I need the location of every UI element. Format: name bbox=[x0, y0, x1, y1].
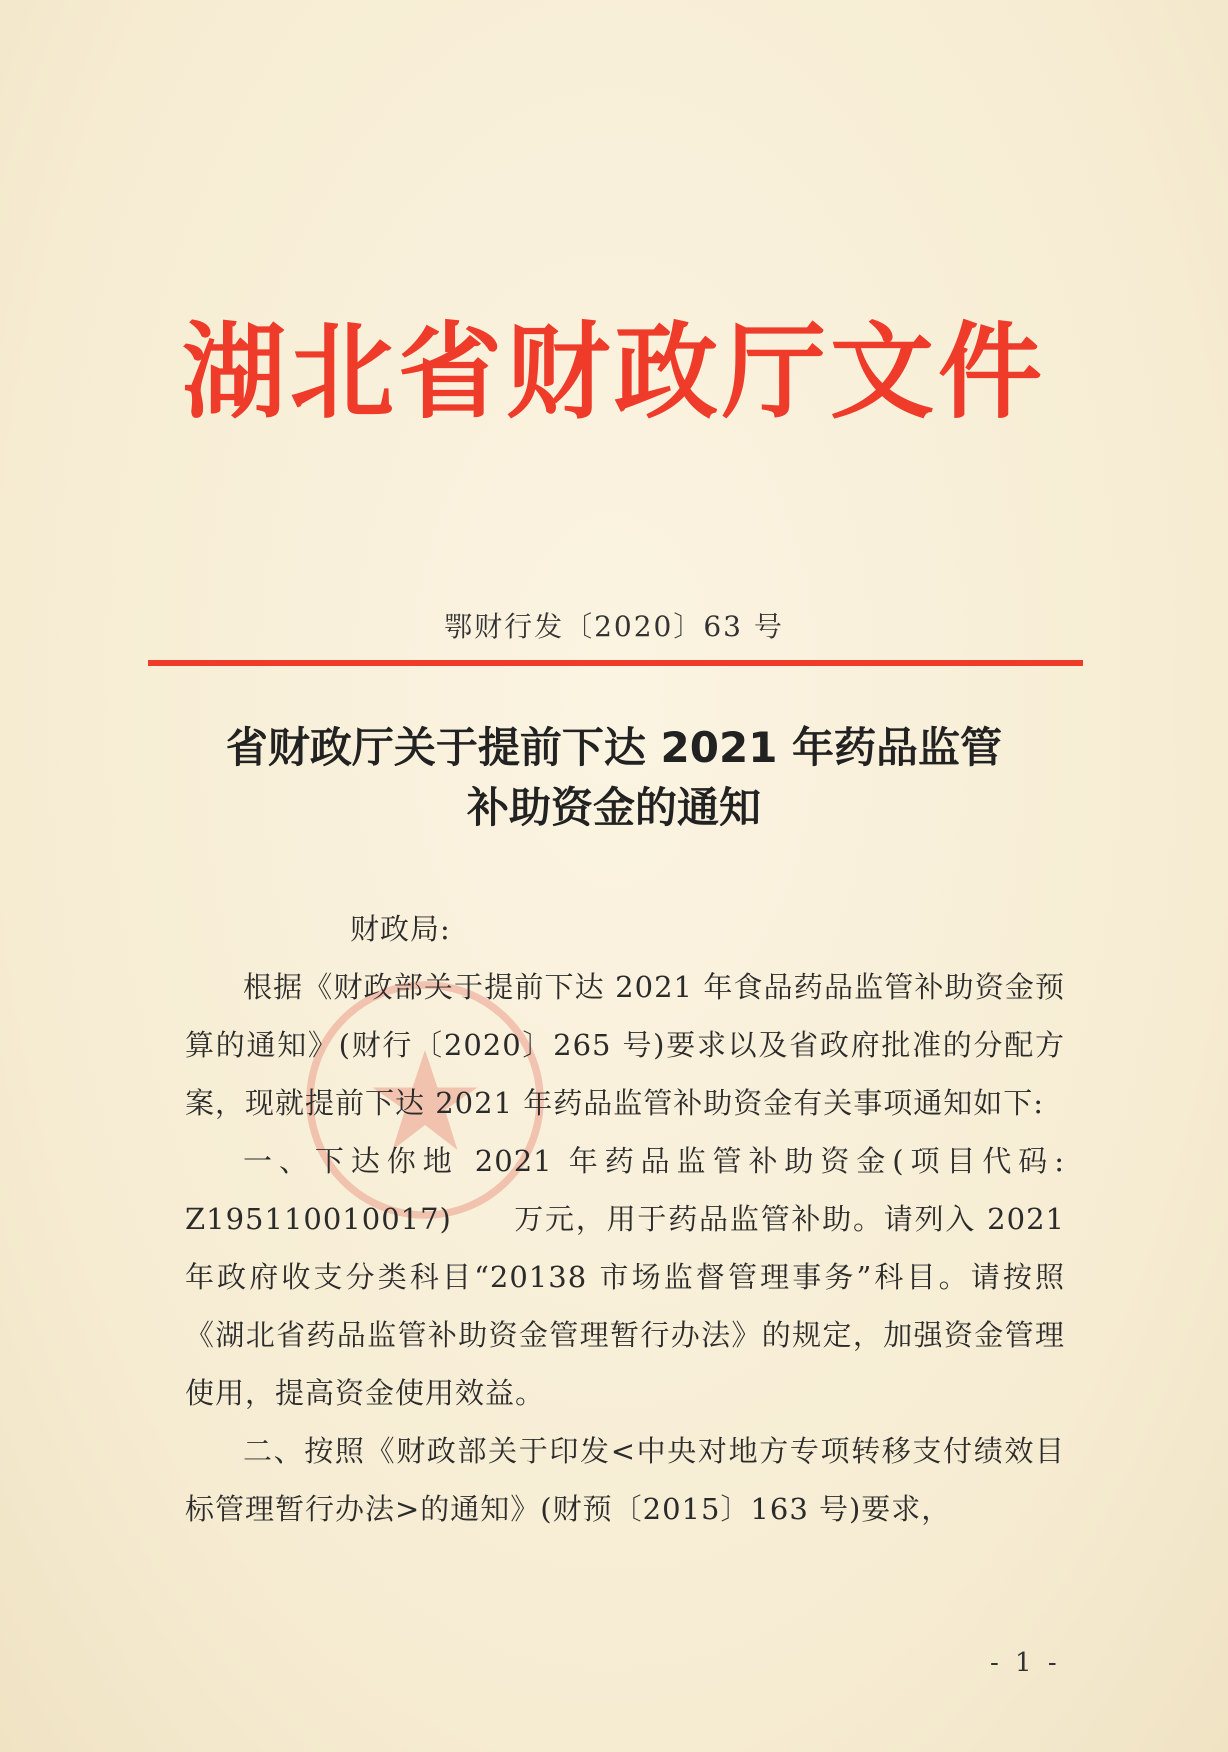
paragraph-3: 二、按照《财政部关于印发<中央对地方专项转移支付绩效目标管理暂行办法>的通知》(财预〔2015〕163 号)要求， bbox=[185, 1434, 1065, 1526]
masthead-title: 湖北省财政厅文件 bbox=[181, 311, 1046, 433]
title-line-2: 补助资金的通知 bbox=[466, 783, 761, 832]
notice-body bbox=[185, 900, 1065, 1538]
title-line-1: 省财政厅关于提前下达 2021 年药品监管 bbox=[225, 723, 1003, 772]
notice-title bbox=[0, 718, 1228, 838]
page-number: - 1 - bbox=[990, 1648, 1061, 1678]
salutation: 财政局: bbox=[350, 912, 451, 946]
paragraph-2: 一、下达你地 2021 年药品监管补助资金(项目代码: Z195110010017) 万元，用于药品监管补助。请列入 2021 年政府收支分类科目“20138 市场监督管理事务”科目。请按照《湖北省药品监管补助资金管理暂行办法》的规定，加强资金管理使用，提高资金使用效益。 bbox=[185, 1144, 1065, 1410]
paragraph-1: 根据《财政部关于提前下达 2021 年食品药品监管补助资金预算的通知》(财行〔2020〕265 号)要求以及省政府批准的分配方案，现就提前下达 2021 年药品监管补助资金有关事项通知如下: bbox=[185, 970, 1065, 1120]
document-number: 鄂财行发〔2020〕63 号 bbox=[444, 610, 784, 643]
red-divider bbox=[148, 660, 1083, 666]
